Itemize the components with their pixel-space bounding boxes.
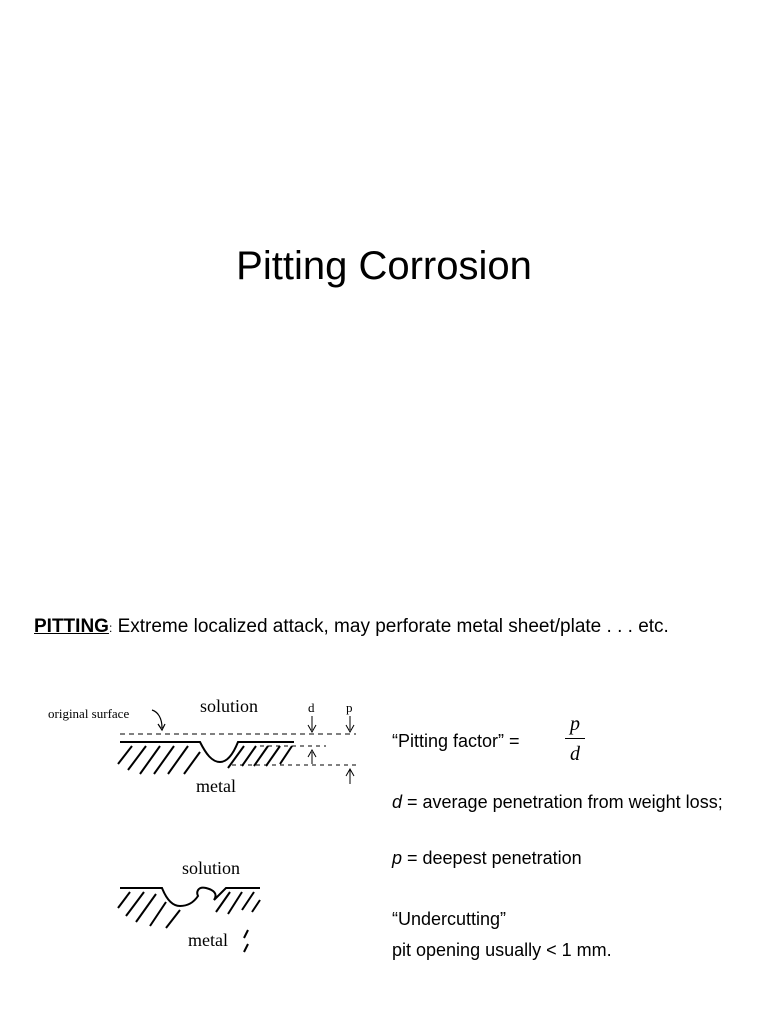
pitting-term: PITTING bbox=[34, 616, 109, 637]
p-definition-text: = deepest penetration bbox=[402, 848, 582, 868]
original-surface-label: original surface bbox=[48, 706, 130, 721]
p-definition bbox=[392, 846, 582, 870]
pitting-factor-fraction bbox=[565, 712, 585, 766]
undercut-metal-label: metal bbox=[188, 930, 228, 950]
pitting-definition bbox=[34, 614, 734, 641]
p-variable: p bbox=[392, 848, 403, 868]
undercutting-diagram bbox=[110, 852, 270, 956]
pit-cross-section-diagram bbox=[36, 690, 370, 802]
d-definition bbox=[392, 790, 752, 814]
metal-surface-pit bbox=[120, 742, 294, 762]
solution-label: solution bbox=[200, 696, 259, 716]
pit-cross-section-figure bbox=[36, 690, 370, 802]
pitting-colon: : bbox=[108, 621, 113, 635]
d-variable: d bbox=[392, 792, 403, 812]
undercutting-text: pit opening usually < 1 mm. bbox=[392, 940, 612, 960]
undercutting-heading: “Undercutting” bbox=[392, 909, 507, 929]
p-label: p bbox=[346, 700, 353, 715]
d-definition-text: = average penetration from weight loss; bbox=[402, 792, 723, 812]
d-arrows-icon bbox=[308, 716, 316, 764]
fraction-bar bbox=[565, 738, 585, 739]
undercut-solution-label: solution bbox=[182, 858, 241, 878]
pitting-factor-label: “Pitting factor” = bbox=[392, 731, 520, 751]
metal-label: metal bbox=[196, 776, 236, 796]
undercutting-figure bbox=[110, 852, 270, 956]
d-label: d bbox=[308, 700, 315, 715]
pitting-description: Extreme localized attack, may perforate metal sheet/plate . . . etc. bbox=[112, 616, 669, 637]
fraction-denominator: d bbox=[570, 743, 580, 765]
original-surface-arrow-icon bbox=[152, 710, 162, 728]
fraction-numerator: p bbox=[570, 713, 580, 735]
p-arrows-icon bbox=[346, 716, 354, 784]
slide-title: Pitting Corrosion bbox=[236, 244, 532, 288]
